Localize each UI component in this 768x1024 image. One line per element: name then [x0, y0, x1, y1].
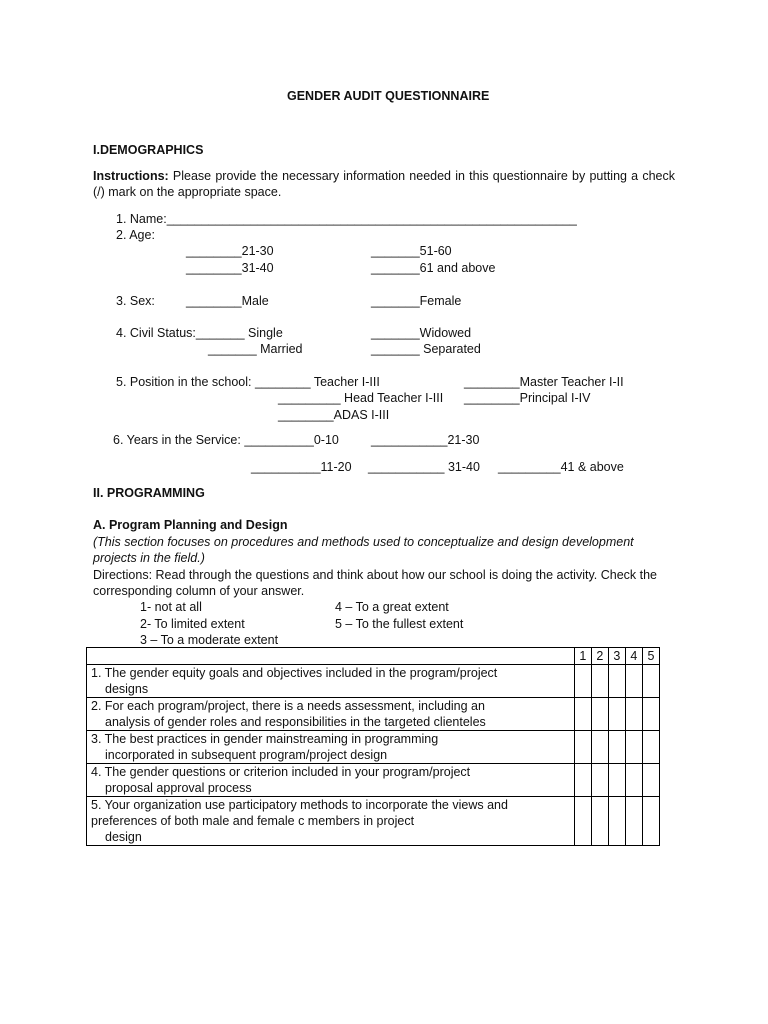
- q3-rating-2[interactable]: [591, 731, 608, 764]
- question-4-line-1: 4. The gender questions or criterion included in your program/project: [91, 765, 471, 779]
- table-row: [87, 731, 660, 764]
- q5-rating-3[interactable]: [608, 797, 625, 846]
- q4-rating-2[interactable]: [591, 764, 608, 797]
- q4-rating-4[interactable]: [625, 764, 642, 797]
- column-header-1: 1: [574, 648, 591, 665]
- rating-table: [86, 647, 660, 846]
- program-planning-heading: A. Program Planning and Design: [93, 518, 288, 532]
- page-title: GENDER AUDIT QUESTIONNAIRE: [287, 89, 490, 103]
- q4-rating-1[interactable]: [574, 764, 591, 797]
- position-master-teacher[interactable]: ________Master Teacher I-II: [464, 375, 624, 389]
- column-header-4: 4: [625, 648, 642, 665]
- civil-status-married[interactable]: _______ Married: [208, 342, 303, 356]
- directions-text: Directions: Read through the questions and think about how our school is doing the activity. Check the corresponding column of your answer.: [93, 568, 657, 598]
- civil-status-widowed[interactable]: _______Widowed: [371, 326, 472, 340]
- question-2-line-1: 2. For each program/project, there is a needs assessment, including an: [91, 699, 485, 713]
- sex-label: 3. Sex:: [116, 294, 155, 308]
- column-header-2: 2: [591, 648, 608, 665]
- question-5-line-1: 5. Your organization use participatory methods to incorporate the views and: [91, 798, 508, 812]
- q1-rating-1[interactable]: [574, 665, 591, 698]
- table-row: [87, 665, 660, 698]
- q5-rating-2[interactable]: [591, 797, 608, 846]
- question-4: [87, 764, 575, 797]
- question-4-line-2: proposal approval process: [105, 781, 252, 795]
- instructions-paragraph: [93, 168, 675, 200]
- age-option-51-60[interactable]: _______51-60: [371, 244, 452, 258]
- q2-rating-3[interactable]: [608, 698, 625, 731]
- demographics-heading: I.DEMOGRAPHICS: [93, 143, 204, 157]
- civil-status-single[interactable]: 4. Civil Status:_______ Single: [116, 326, 283, 340]
- scale-4: 4 – To a great extent: [335, 600, 449, 614]
- table-row: [87, 797, 660, 846]
- q2-rating-1[interactable]: [574, 698, 591, 731]
- age-option-31-40[interactable]: ________31-40: [186, 261, 274, 275]
- q5-rating-1[interactable]: [574, 797, 591, 846]
- column-header-3: 3: [608, 648, 625, 665]
- scale-5: 5 – To the fullest extent: [335, 617, 464, 631]
- age-option-61-above[interactable]: _______61 and above: [371, 261, 496, 275]
- section-focus-note: (This section focuses on procedures and methods used to conceptualize and design development projects in the field.): [93, 535, 634, 565]
- q4-rating-5[interactable]: [642, 764, 659, 797]
- q2-rating-5[interactable]: [642, 698, 659, 731]
- table-header-blank: [87, 648, 575, 665]
- question-3-line-2: incorporated in subsequent program/project design: [105, 748, 388, 762]
- column-header-5: 5: [642, 648, 659, 665]
- q2-rating-4[interactable]: [625, 698, 642, 731]
- scale-1: 1- not at all: [140, 600, 202, 614]
- q1-rating-2[interactable]: [591, 665, 608, 698]
- table-row: [87, 764, 660, 797]
- programming-heading: II. PROGRAMMING: [93, 486, 205, 500]
- position-teacher[interactable]: 5. Position in the school: ________ Teacher I-III: [116, 375, 380, 389]
- question-1-line-1: 1. The gender equity goals and objectives included in the program/project: [91, 666, 498, 680]
- years-31-40[interactable]: ___________ 31-40: [368, 460, 480, 474]
- scale-2: 2- To limited extent: [140, 617, 245, 631]
- q3-rating-4[interactable]: [625, 731, 642, 764]
- sex-option-male[interactable]: ________Male: [186, 294, 269, 308]
- q1-rating-4[interactable]: [625, 665, 642, 698]
- question-5-line-3: design: [105, 830, 142, 844]
- years-21-30[interactable]: ___________21-30: [371, 433, 480, 447]
- position-principal[interactable]: ________Principal I-IV: [464, 391, 591, 405]
- sex-option-female[interactable]: _______Female: [371, 294, 462, 308]
- question-2-line-2: analysis of gender roles and responsibilities in the targeted clienteles: [105, 715, 486, 729]
- question-1: [87, 665, 575, 698]
- question-5-line-2: preferences of both male and female c members in project: [91, 814, 415, 828]
- scale-3: 3 – To a moderate extent: [140, 633, 279, 647]
- position-head-teacher[interactable]: _________ Head Teacher I-III: [278, 391, 444, 405]
- age-label: 2. Age:: [116, 228, 155, 242]
- table-header-row: [87, 648, 660, 665]
- years-41-above[interactable]: _________41 & above: [498, 460, 624, 474]
- q1-rating-5[interactable]: [642, 665, 659, 698]
- position-adas[interactable]: ________ADAS I-III: [278, 408, 390, 422]
- years-11-20[interactable]: __________11-20: [251, 460, 352, 474]
- instructions-text: Please provide the necessary information needed in this questionnaire by putting a check (/) mark on the appropriate space.: [93, 169, 675, 199]
- q5-rating-4[interactable]: [625, 797, 642, 846]
- question-2: [87, 698, 575, 731]
- q3-rating-1[interactable]: [574, 731, 591, 764]
- question-1-line-2: designs: [105, 682, 149, 696]
- q3-rating-5[interactable]: [642, 731, 659, 764]
- question-3-line-1: 3. The best practices in gender mainstreaming in programming: [91, 732, 439, 746]
- instructions-lead: Instructions:: [93, 169, 169, 183]
- q4-rating-3[interactable]: [608, 764, 625, 797]
- civil-status-separated[interactable]: _______ Separated: [371, 342, 481, 356]
- q5-rating-5[interactable]: [642, 797, 659, 846]
- table-row: [87, 698, 660, 731]
- q2-rating-2[interactable]: [591, 698, 608, 731]
- question-3: [87, 731, 575, 764]
- q1-rating-3[interactable]: [608, 665, 625, 698]
- question-5: [87, 797, 575, 846]
- name-field[interactable]: 1. Name:___________________________________________________________: [116, 212, 577, 226]
- age-option-21-30[interactable]: ________21-30: [186, 244, 274, 258]
- years-0-10[interactable]: 6. Years in the Service: __________0-10: [113, 433, 339, 447]
- q3-rating-3[interactable]: [608, 731, 625, 764]
